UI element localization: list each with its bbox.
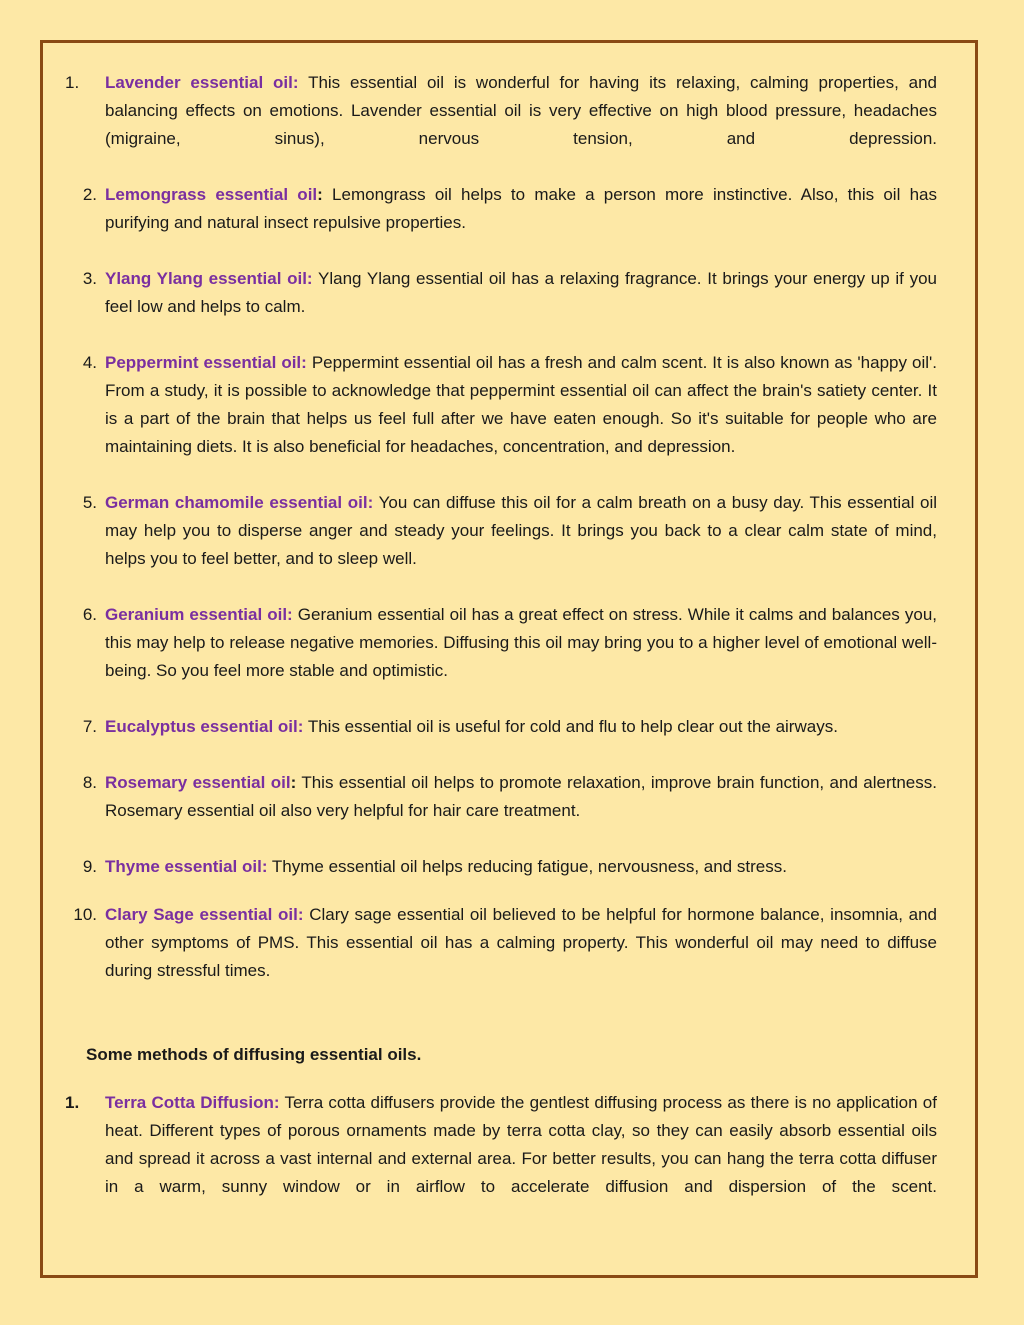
oil-name: Eucalyptus essential oil: xyxy=(105,717,304,736)
item-number: 9. xyxy=(82,857,97,876)
item-number: 6. xyxy=(82,605,97,624)
oil-description: Geranium essential oil has a great effect on stress. While it calms and balances you, this may help to release negative memories. Diffusing this oil may bring you to a higher level of emotional well-being. So you feel more stable and optimistic. xyxy=(105,605,937,680)
oil-description: Clary sage essential oil believed to be helpful for hormone balance, insomnia, and other symptoms of PMS. This essential oil has a calming property. This wonderful oil may need to diffuse during stressful times. xyxy=(105,905,937,980)
list-item xyxy=(82,601,937,685)
oil-name: Lavender essential oil: xyxy=(105,73,299,92)
essential-oils-list xyxy=(65,69,938,985)
oil-description: You can diffuse this oil for a calm breath on a busy day. This essential oil may help you to disperse anger and steady your feelings. It brings you back to a clear calm state of mind, helps you to feel better, and to sleep well. xyxy=(105,493,938,568)
item-number: 1. xyxy=(65,73,80,92)
item-number: 5. xyxy=(82,493,97,512)
oil-name: Clary Sage essential oil: xyxy=(105,905,304,924)
oil-description: Thyme essential oil helps reducing fatigue, nervousness, and stress. xyxy=(267,857,787,876)
item-number: 3. xyxy=(82,269,97,288)
list-item xyxy=(65,1089,937,1201)
oil-name: Lemongrass essential oil xyxy=(105,185,318,204)
oil-name: German chamomile essential oil: xyxy=(105,493,374,512)
list-item: 8. Rosemary essential oil: This essential oil helps to promote relaxation, improve brain function, and alertness. Rosemary essential oil also very helpful for hair care treatment. xyxy=(105,769,937,825)
oil-description: Lemongrass oil helps to make a person more instinctive. Also, this oil has purifying and natural insect repulsive properties. xyxy=(105,185,937,232)
item-number: 2. xyxy=(82,185,97,204)
oil-name: Ylang Ylang essential oil: xyxy=(105,269,313,288)
oil-description: This essential oil is wonderful for having its relaxing, calming properties, and balancing effects on emotions. Lavender essential oil is very effective on high blood pressure, headaches (migraine, sinus), nervous tension, and depression. xyxy=(105,73,937,148)
list-item xyxy=(82,853,937,881)
diffusing-methods-list xyxy=(65,1089,937,1201)
item-number: 10. xyxy=(73,905,97,924)
list-item xyxy=(73,901,937,985)
oil-name: Thyme essential oil: xyxy=(105,857,268,876)
methods-heading: Some methods of diffusing essential oils. xyxy=(86,1045,422,1064)
list-item xyxy=(82,713,937,741)
item-number: 7. xyxy=(82,717,97,736)
list-item xyxy=(65,69,937,153)
oil-description: This essential oil helps to promote relaxation, improve brain function, and alertness. Rosemary essential oil also very helpful for hair care treatment. xyxy=(105,773,937,820)
oil-name: Rosemary essential oil xyxy=(105,773,291,792)
method-description: Terra cotta diffusers provide the gentlest diffusing process as there is no application of heat. Different types of porous ornaments made by terra cotta clay, so they can easily absorb essential oils and spread it across a vast internal and external area. For better results, you can hang the terra cotta diffuser in a warm, sunny window or in airflow to accelerate diffusion and dispersion of the scent. xyxy=(105,1093,937,1196)
oil-description: Peppermint essential oil has a fresh and calm scent. It is also known as 'happy oil'. From a study, it is possible to acknowledge that peppermint essential oil can affect the brain's satiety center. It is a part of the brain that helps us feel full after we have eaten enough. So it's suitable for people who are maintaining diets. It is also beneficial for headaches, concentration, and depression. xyxy=(105,353,937,456)
oil-description: This essential oil is useful for cold and flu to help clear out the airways. xyxy=(303,717,838,736)
oil-name: Peppermint essential oil: xyxy=(105,353,307,372)
list-item xyxy=(82,265,937,321)
oil-name: Geranium essential oil: xyxy=(105,605,293,624)
list-item xyxy=(82,489,938,573)
list-item xyxy=(82,349,937,461)
oil-description: Ylang Ylang essential oil has a relaxing fragrance. It brings your energy up if you feel low and helps to calm. xyxy=(105,269,937,316)
method-name: Terra Cotta Diffusion: xyxy=(105,1093,280,1112)
list-item: 2. Lemongrass essential oil: Lemongrass oil helps to make a person more instinctive. Also, this oil has purifying and natural insect repulsive properties. xyxy=(105,181,937,237)
item-number: 1. xyxy=(65,1093,80,1112)
item-number: 4. xyxy=(82,353,97,372)
item-number: 8. xyxy=(82,773,97,792)
